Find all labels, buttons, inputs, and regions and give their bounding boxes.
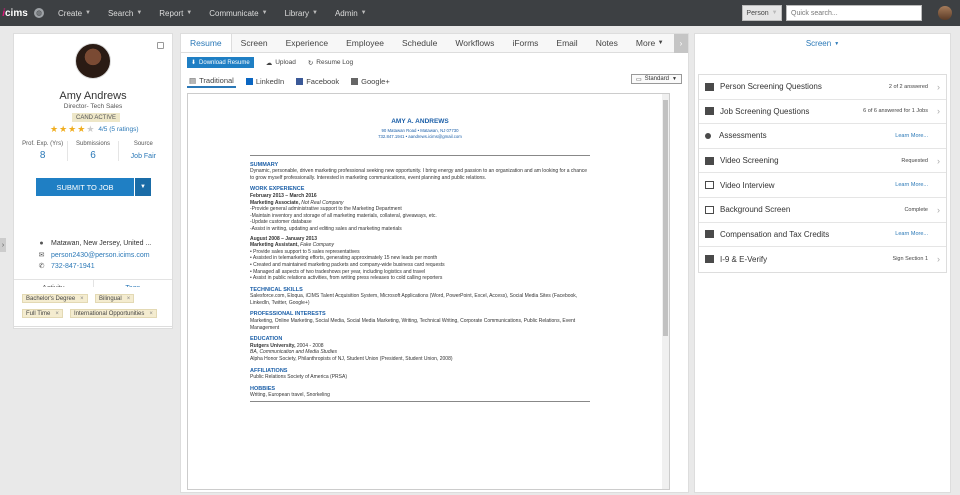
candidate-stats <box>18 141 168 161</box>
phone-link[interactable]: ✆ 732-847-1941 <box>38 262 95 270</box>
screen-item-i9-everify[interactable]: I-9 & E-Verify Sign Section 1 › <box>699 247 946 272</box>
globe-icon[interactable]: ◍ <box>35 10 43 17</box>
job-dates: August 2008 – January 2013 <box>250 235 317 242</box>
job-line: • Assist in public relations activities, from writing press releases to cold calling reporters <box>250 275 443 282</box>
close-icon[interactable]: × <box>126 295 131 302</box>
chevron-down-icon: ▼ <box>312 10 318 16</box>
rating[interactable] <box>50 124 139 135</box>
screen-item-assessments[interactable]: Assessments Learn More... <box>699 124 946 149</box>
candidate-name: Amy Andrews <box>59 90 127 102</box>
subtab-google[interactable]: Google+ <box>349 74 392 88</box>
section-text: Dynamic, personable, driven marketing professional seeking new opportunity. I bring energy and passion to an organization and am looking for a chance to grow myself professionally. Interested in marketing communications, event planning and public relations. <box>250 168 588 181</box>
job-title: Marketing Associate, Not Real Company <box>250 199 344 206</box>
resume-address: 90 Matawan Road • Matawan, NJ 07730 <box>381 127 459 133</box>
tab-experience[interactable]: Experience <box>285 38 329 48</box>
screen-list <box>698 74 947 273</box>
job-dates: February 2013 – March 2016 <box>250 192 317 199</box>
video-camera-icon <box>705 157 714 165</box>
person-type-select[interactable]: Person ▼ <box>742 5 782 21</box>
chevron-right-icon: › <box>937 81 940 92</box>
folder-icon <box>705 83 714 91</box>
tab-resume[interactable]: Resume <box>181 34 232 52</box>
screen-item-video-interview[interactable]: Video Interview Learn More... <box>699 173 946 198</box>
resume-log-button[interactable]: ↻ Resume Log <box>307 59 354 67</box>
history-icon: ↻ <box>307 59 314 67</box>
chevron-down-icon: ▼ <box>672 76 677 82</box>
badge-icon <box>705 133 711 139</box>
document-icon: ▤ <box>189 75 197 85</box>
section-heading: WORK EXPERIENCE <box>250 186 305 193</box>
facebook-icon <box>296 78 303 85</box>
close-icon[interactable]: × <box>80 295 84 302</box>
tab-screen[interactable]: Screen <box>240 38 268 48</box>
chevron-down-icon: ▼ <box>771 10 778 16</box>
tag-chip: Bilingual × <box>95 294 134 303</box>
tab-workflows[interactable]: Workflows <box>455 38 495 48</box>
upload-button[interactable]: ☁ Upload <box>265 59 296 67</box>
nav-search[interactable]: Search ▼ <box>107 8 143 18</box>
education-school: Rutgers University, 2004 - 2008 <box>250 342 324 349</box>
resume-contact: 732.847.1941 • aandrews.icims@gmail.com <box>378 133 462 139</box>
envelope-icon: ✉ <box>38 252 45 259</box>
screen-item-video-screening[interactable]: Video Screening Requested › <box>699 149 946 174</box>
chevron-down-icon: ▼ <box>261 10 268 16</box>
tab-email[interactable]: Email <box>556 38 578 48</box>
submit-to-job-button[interactable]: SUBMIT TO JOB <box>36 178 134 196</box>
tab-more[interactable]: More ▼ <box>635 38 664 48</box>
nav-create[interactable]: Create ▼ <box>58 8 91 18</box>
section-heading: TECHNICAL SKILLS <box>250 286 303 293</box>
screen-panel <box>694 33 951 493</box>
stat-submissions[interactable]: Submissions 6 <box>67 141 117 161</box>
tab-notes[interactable]: Notes <box>595 38 618 48</box>
nav-library[interactable]: Library ▼ <box>284 8 318 18</box>
star-empty-icon: ★ <box>86 124 95 134</box>
job-line: -Maintain inventory and storage of all marketing materials, collateral, giveaways, etc. <box>250 212 437 219</box>
divider <box>250 155 590 156</box>
document-icon <box>705 255 714 263</box>
scrollbar-thumb[interactable] <box>663 100 668 336</box>
chevron-right-icon: › <box>937 155 940 166</box>
status-badge: CAND ACTIVE <box>72 113 120 122</box>
subtab-traditional[interactable]: ▤ Traditional <box>187 74 236 88</box>
resume-document <box>250 119 590 402</box>
job-line: -Assist in writing, updating and editing sales and marketing materials <box>250 225 402 232</box>
tags-list <box>13 287 173 327</box>
section-heading: PROFESSIONAL INTERESTS <box>250 311 326 318</box>
stat-source[interactable]: Source Job Fair <box>118 141 168 161</box>
resume-panel <box>180 33 689 493</box>
chevron-down-icon: ▼ <box>85 10 91 16</box>
job-line: • Provide sales support to 5 sales representatives <box>250 248 360 255</box>
chevron-right-icon[interactable]: › <box>674 34 688 53</box>
education-degree: BA, Communication and Media Studies <box>250 349 337 356</box>
checkbox-icon <box>705 206 714 214</box>
linkedin-icon <box>246 78 253 85</box>
close-icon[interactable]: × <box>55 310 59 317</box>
star-icon: ★ <box>59 124 68 134</box>
resume-name: AMY A. ANDREWS <box>391 118 449 125</box>
job-line: • Created and maintained marketing packets and company-wide business card requests <box>250 261 445 268</box>
section-text: Marketing, Online Marketing, Social Media, Social Media Marketing, Writing, Technical Writing, Corporate Communications, Public Relations, Event Management <box>250 318 576 331</box>
user-avatar[interactable] <box>938 6 952 20</box>
lock-icon[interactable] <box>157 42 164 49</box>
stat-experience: Prof. Exp. (Yrs) 8 <box>22 141 64 161</box>
screen-item-person-questions[interactable]: Person Screening Questions 2 of 2 answered › <box>699 75 946 100</box>
job-line: -Provide general administrative support to the Marketing Department <box>250 206 402 213</box>
job-line: -Update customer database <box>250 219 312 226</box>
screen-item-compensation[interactable]: Compensation and Tax Credits Learn More... <box>699 223 946 248</box>
tag-chip: Full Time × <box>22 309 63 318</box>
download-icon: ⬇ <box>191 60 197 66</box>
submit-dropdown-button[interactable] <box>135 178 151 196</box>
tab-iforms[interactable]: iForms <box>512 38 539 48</box>
download-resume-button[interactable]: ⬇ Download Resume <box>187 57 254 68</box>
google-icon <box>351 78 358 85</box>
close-icon[interactable]: × <box>149 310 153 317</box>
tag-chip: Bachelor's Degree × <box>22 294 88 303</box>
chevron-right-icon: › <box>937 106 940 117</box>
section-text: Writing, European travel, Snorkeling <box>250 392 590 402</box>
job-title: Marketing Assistant, Fake Company <box>250 242 335 249</box>
star-icon: ★ <box>68 124 77 134</box>
tag-chip: International Opportunities × <box>70 309 157 318</box>
quick-search-input[interactable]: Quick search... <box>786 5 922 21</box>
film-icon <box>705 181 714 189</box>
scrollbar[interactable] <box>662 94 669 489</box>
nav-communicate[interactable]: Communicate ▼ <box>209 8 268 18</box>
profile-tabs <box>181 34 688 53</box>
rating-text[interactable]: 4/5 (5 ratings) <box>98 126 139 133</box>
chevron-down-icon: ▼ <box>834 40 840 47</box>
top-nav <box>0 0 960 26</box>
profile-card <box>13 33 173 329</box>
section-heading: SUMMARY <box>250 161 279 168</box>
icims-logo[interactable]: i cims <box>2 7 28 19</box>
calculator-icon <box>705 230 714 238</box>
job-line: • Assisted in telemarketing efforts, generating approximately 15 new leads per month <box>250 255 438 262</box>
subtab-facebook[interactable]: Facebook <box>294 74 341 88</box>
chevron-down-icon: ▼ <box>360 10 367 16</box>
star-icon: ★ <box>77 124 86 134</box>
chevron-down-icon: ▼ <box>140 184 146 190</box>
upload-icon: ☁ <box>265 59 273 67</box>
folder-icon <box>705 107 714 115</box>
monitor-icon: ▭ <box>636 76 642 83</box>
location: ● Matawan, New Jersey, United ... <box>39 240 152 247</box>
candidate-title: Director- Tech Sales <box>63 103 123 110</box>
screen-item-background-screen[interactable]: Background Screen Complete › <box>699 198 946 223</box>
tab-employee[interactable]: Employee <box>346 38 384 48</box>
section-text: Public Relations Society of America (PRSA) <box>250 374 347 381</box>
screen-item-job-questions[interactable]: Job Screening Questions 6 of 6 answered for 1 Jobs › <box>699 100 946 125</box>
star-icon: ★ <box>50 124 59 134</box>
email-link[interactable]: ✉ person2430@person.icims.com <box>38 251 150 259</box>
tab-schedule[interactable]: Schedule <box>401 38 438 48</box>
section-text: Salesforce.com, Eloqua, iCIMS Talent Acquisition System, Microsoft Applications (Word, PowerPoint, Excel, Access), Social Media Sites (Facebook, LinkedIn, Twitter, Google+) <box>250 293 578 306</box>
education-honors: Alpha Honor Society, Philanthropists of NJ, Student Union (President, Student Union, 2008) <box>250 356 453 363</box>
job-line: • Managed all aspects of two tradeshows per year, including logistics and travel <box>250 268 426 275</box>
nav-admin[interactable]: Admin ▼ <box>334 8 367 18</box>
subtab-linkedin[interactable]: LinkedIn <box>244 74 286 88</box>
view-select[interactable]: ▭ Standard ▼ <box>631 74 682 84</box>
location-pin-icon: ● <box>39 240 44 247</box>
chevron-down-icon: ▼ <box>186 10 193 16</box>
profile-photo <box>75 43 111 79</box>
chevron-down-icon: ▼ <box>136 10 143 16</box>
chevron-right-icon: › <box>937 204 940 215</box>
section-heading: AFFILIATIONS <box>250 367 288 374</box>
expand-left-icon[interactable]: › <box>0 238 6 252</box>
phone-icon: ✆ <box>38 263 45 270</box>
screen-header-select[interactable]: Screen ▼ <box>805 39 840 48</box>
chevron-down-icon: ▼ <box>657 40 664 46</box>
chevron-right-icon: › <box>937 254 940 265</box>
section-heading: HOBBIES <box>250 385 276 392</box>
nav-report[interactable]: Report ▼ <box>159 8 193 18</box>
resume-viewer[interactable] <box>187 93 670 490</box>
section-heading: EDUCATION <box>250 336 283 343</box>
